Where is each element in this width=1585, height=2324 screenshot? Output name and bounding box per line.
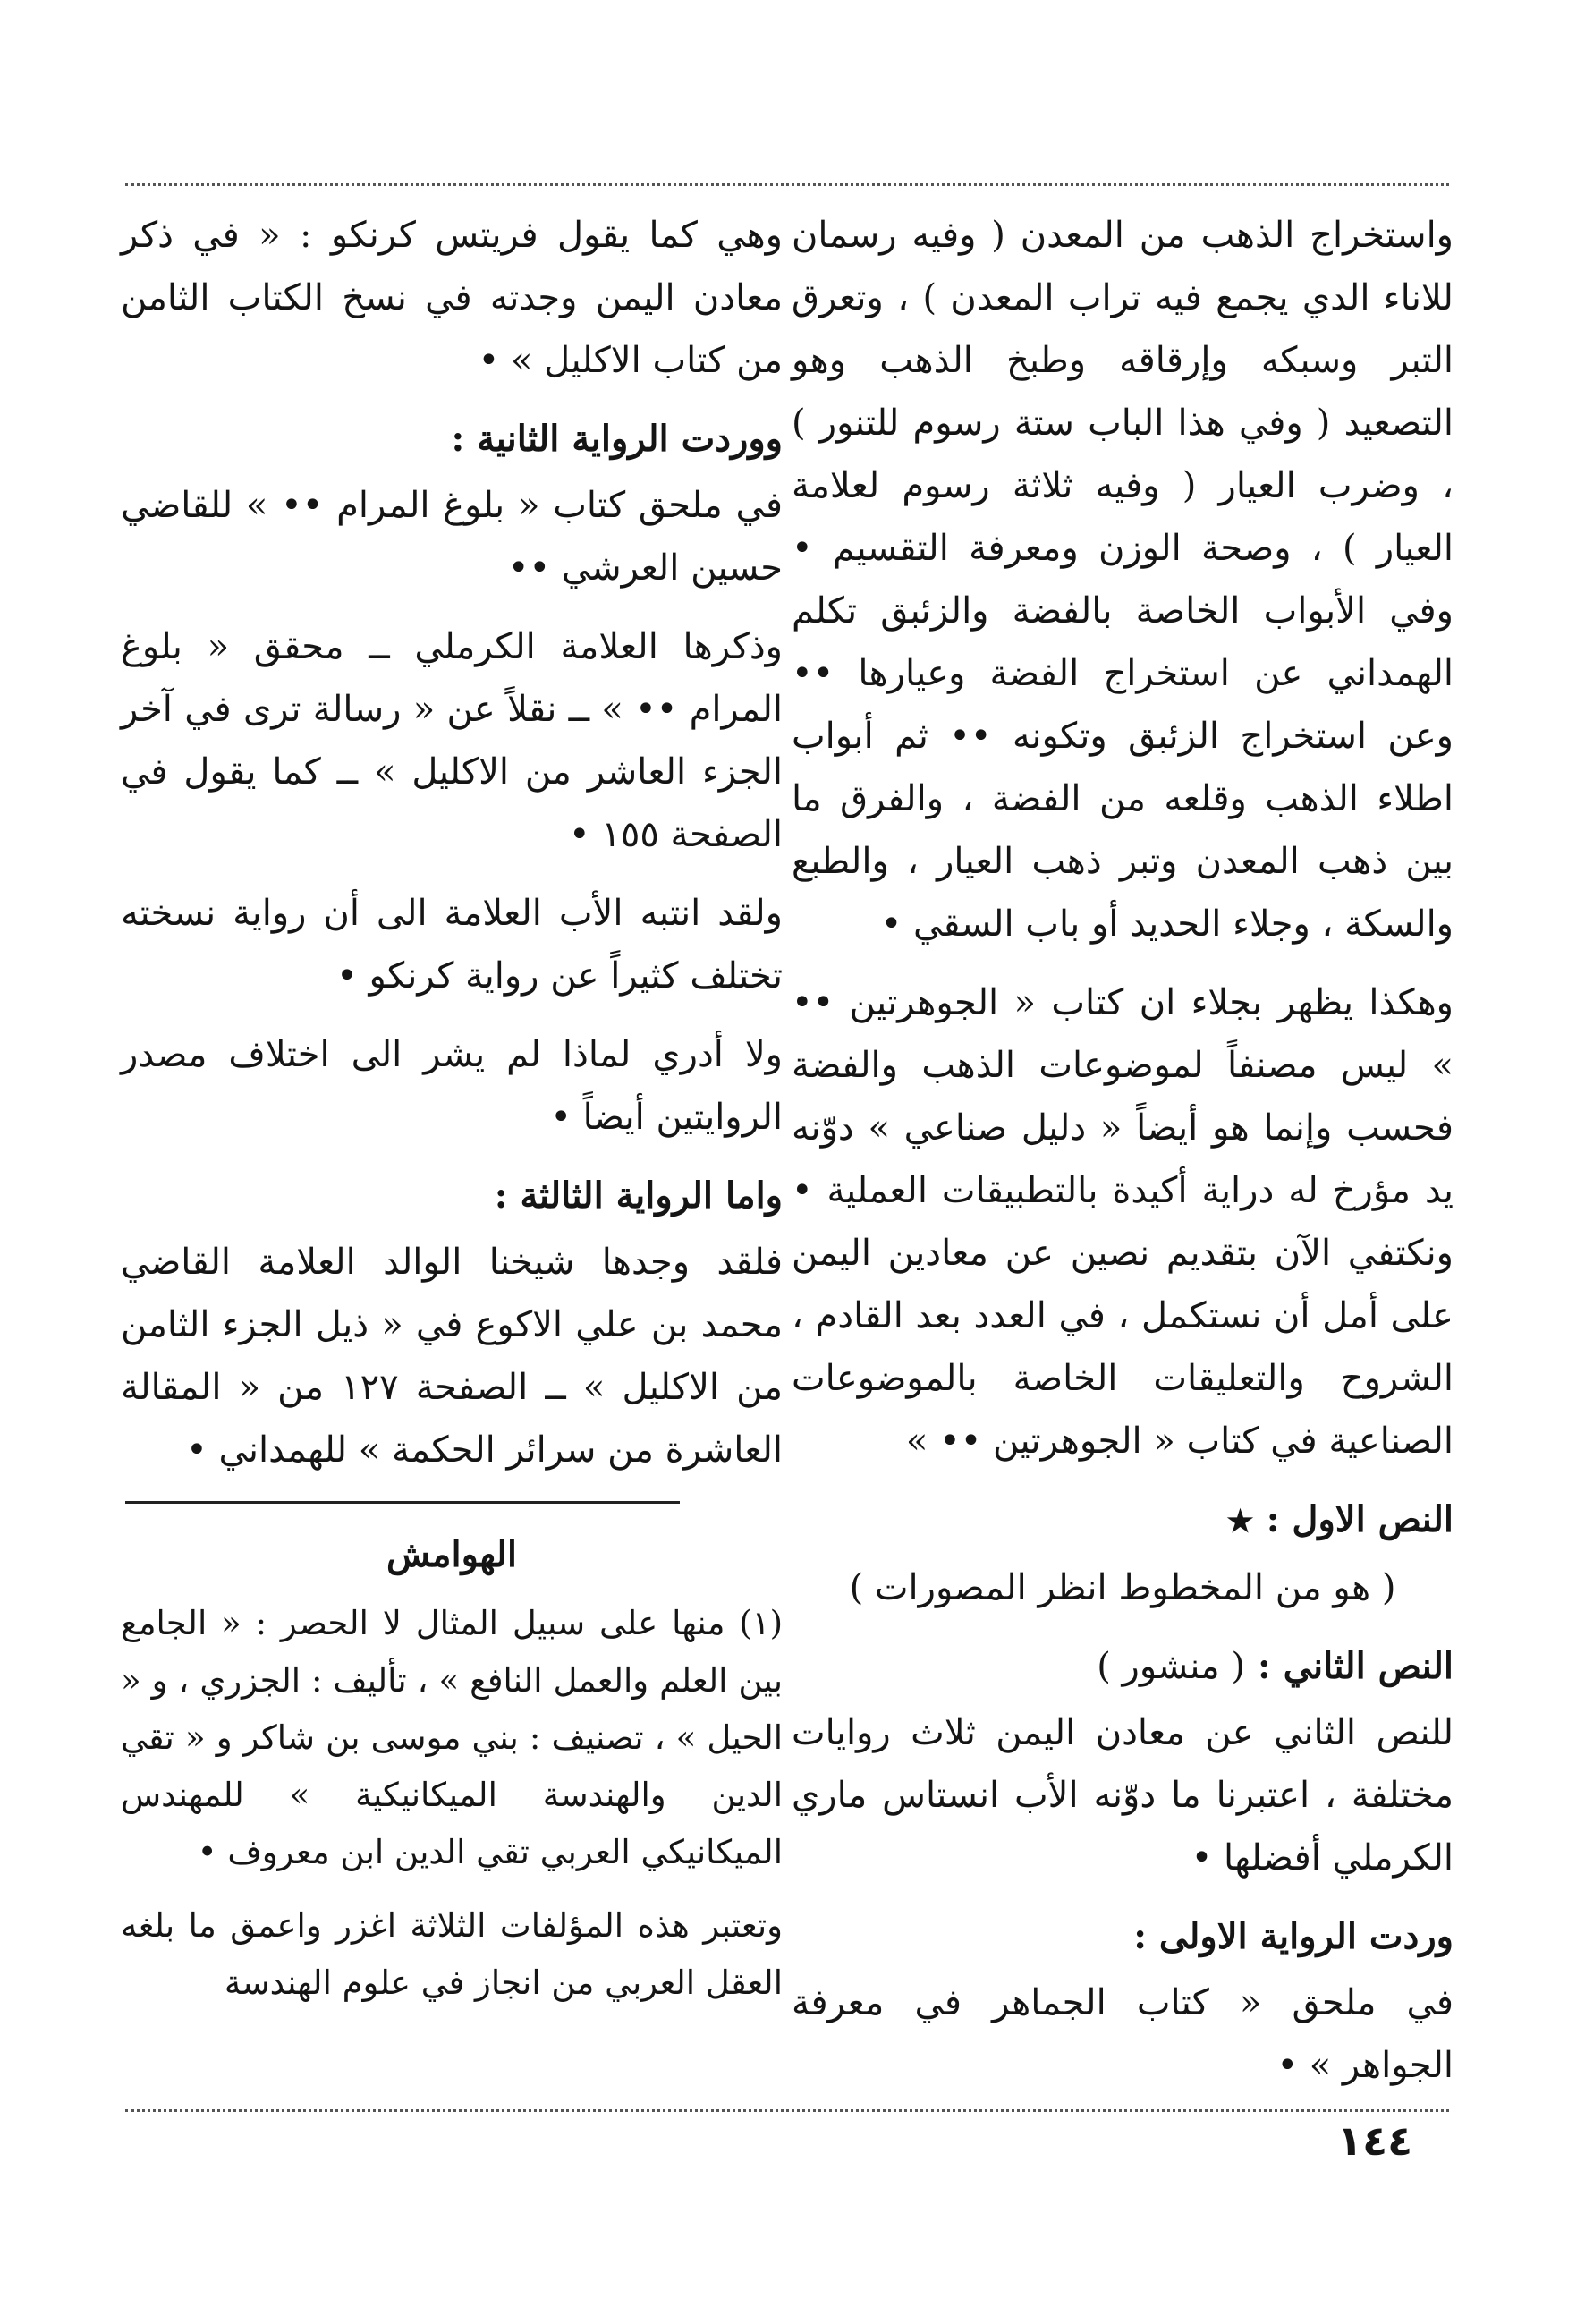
top-dotted-rule [125, 183, 1449, 186]
version2-heading: ووردت الرواية الثانية : [451, 418, 783, 460]
paragraph: فلقد وجدها شيخنا الوالد العلامة القاضي محمد بن علي الاكوع في « ذيل الجزء الثامن من الاكليل » ــ الصفحة ١٢٧ من « المقالة العاشرة من سرائر الحكمة » للهمداني • [121, 1242, 783, 1471]
version1-heading: وردت الرواية الاولى : [1133, 1915, 1454, 1957]
footnote-divider [125, 1501, 680, 1504]
paragraph: في ملحق « كتاب الجماهر في معرفة الجواهر » • [792, 1982, 1454, 2086]
footnotes-title: الهوامش [386, 1533, 517, 1575]
right-text-column [792, 204, 1454, 2113]
star-icon: ★ [1226, 1504, 1254, 1539]
paragraph: واستخراج الذهب من المعدن ( وفيه رسمان للاناء الدي يجمع فيه تراب المعدن ) ، وتعرق التبر وسبكه وإرقاقه وطبخ الذهب وهو التصعيد ( وفي هذا الباب ستة رسوم للتنور ) ، وضرب العيار ( وفيه ثلاثة رسوم لعلامة العيار ) ، وصحة الوزن ومعرفة التقسيم • وفي الأبواب الخاصة بالفضة والزئبق تكلم الهمداني عن استخراج الفضة وعيارها •• وعن استخراج الزئبق وتكونه •• ثم أبواب اطلاء الذهب وقلعه من الفضة ، والفرق ما بين ذهب المعدن وتبر ذهب العيار ، والطبع والسكة ، وجلاء الحديد أو باب السقي • [792, 215, 1454, 945]
footnote-item: (١) منها على سبيل المثال لا الحصر : « الجامع بين العلم والعمل النافع » ، تأليف : الجزري ، و « الحيل » ، تصنيف : بني موسى بن شاكر و « تقي الدين والهندسة الميكانيكية » للمهندس الميكانيكي العربي تقي الدين ابن معروف • [121, 1604, 783, 1871]
text1-note: ( هو من المخطوط انظر المصورات ) [849, 1567, 1396, 1608]
left-text-column [121, 204, 783, 2028]
paragraph: ولقد انتبه الأب العلامة الى أن رواية نسخته تختلف كثيراً عن رواية كرنكو • [121, 893, 784, 997]
footnotes [121, 1595, 783, 2012]
section-heading [792, 1635, 1454, 1698]
bottom-dotted-rule [125, 2109, 1449, 2112]
text2-heading: النص الثاني : [1257, 1645, 1454, 1687]
section-heading [792, 1489, 1454, 1553]
paragraph: ولا أدري لماذا لم يشر الى اختلاف مصدر الروايتين أيضاً • [121, 1034, 783, 1138]
paragraph: وهكذا يظهر بجلاء ان كتاب « الجوهرتين •• » ليس مصنفاً لموضوعات الذهب والفضة فحسب وإنما هو أيضاً « دليل صناعي » دوّنه يد مؤرخ له دراية أكيدة بالتطبيقات العملية • ونكتفي الآن بتقديم نصين عن معادين اليمن على أمل أن نستكمل ، في العدد بعد القادم ، الشروح والتعليقات الخاصة بالموضوعات الصناعية في كتاب « الجوهرتين •• » [792, 982, 1454, 1462]
paragraph: للنص الثاني عن معادن اليمن ثلاث روايات مختلفة ، اعتبرنا ما دوّنه الأب انستاس ماري الكرملي أفضلها • [792, 1712, 1454, 1879]
page-number: ١٤٤ [1337, 2116, 1413, 2165]
paragraph: وهي كما يقول فريتس كرنكو : « في ذكر معادن اليمن وجدته في نسخ الكتاب الثامن من كتاب الاكليل » • [121, 215, 783, 381]
text1-heading: النص الاول : [1266, 1498, 1454, 1540]
text2-tag: ( منشور ) [1097, 1646, 1246, 1687]
version3-heading: واما الرواية الثالثة : [494, 1175, 783, 1217]
footnote-item: وتعتبر هذه المؤلفات الثلاثة اغزر واعمق ما بلغه العقل العربي من انجاز في علوم الهندسة [121, 1906, 783, 2002]
paragraph: وذكرها العلامة الكرملي ــ محقق « بلوغ المرام •• » ــ نقلاً عن « رسالة ترى في آخر الجزء العاشر من الاكليل » ــ كما يقول في الصفحة ١٥٥ • [121, 626, 783, 855]
paragraph: في ملحق كتاب « بلوغ المرام •• » للقاضي حسين العرشي •• [121, 485, 783, 589]
